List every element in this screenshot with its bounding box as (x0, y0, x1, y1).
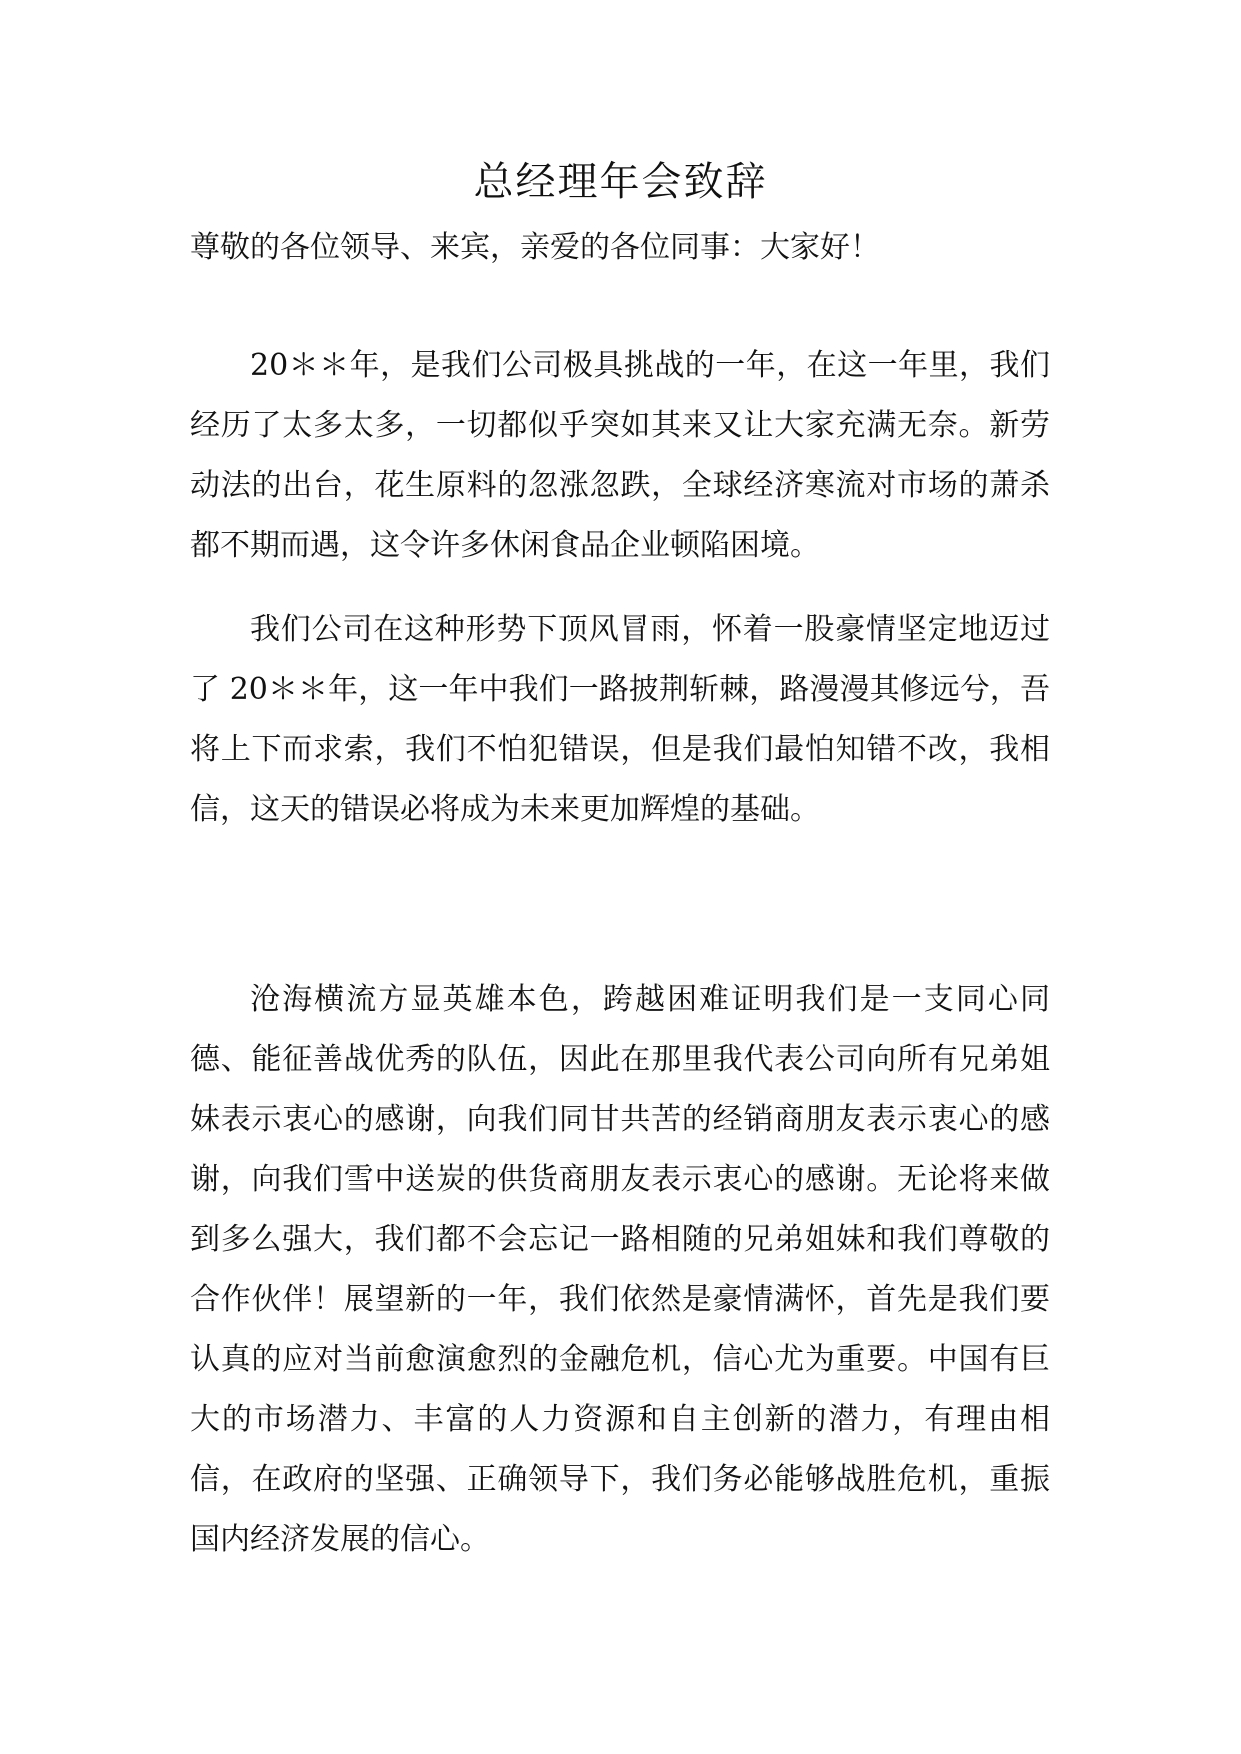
document-title: 总经理年会致辞 (473, 159, 768, 205)
paragraph-1: 20＊＊年，是我们公司极具挑战的一年，在这一年里，我们经历了太多太多，一切都似乎突如其来又让大家充满无奈。新劳动法的出台，花生原料的忽涨忽跌，全球经济寒流对市场的萧杀都不期而遇，这令许多休闲食品企业顿陷困境。 (190, 348, 1050, 563)
salutation: 尊敬的各位领导、来宾，亲爱的各位同事：大家好！ (190, 230, 880, 265)
paragraph-2: 我们公司在这种形势下顶风冒雨，怀着一股豪情坚定地迈过了 20＊＊年，这一年中我们一路披荆斩棘，路漫漫其修远兮，吾将上下而求索，我们不怕犯错误，但是我们最怕知错不改，我相信，这天的错误必将成为未来更加辉煌的基础。 (190, 612, 1050, 827)
paragraph-3: 沧海横流方显英雄本色，跨越困难证明我们是一支同心同德、能征善战优秀的队伍，因此在那里我代表公司向所有兄弟姐妹表示衷心的感谢，向我们同甘共苦的经销商朋友表示衷心的感谢，向我们雪中送炭的供货商朋友表示衷心的感谢。无论将来做到多么强大，我们都不会忘记一路相随的兄弟姐妹和我们尊敬的合作伙伴！展望新的一年，我们依然是豪情满怀，首先是我们要认真的应对当前愈演愈烈的金融危机，信心尤为重要。中国有巨大的市场潜力、丰富的人力资源和自主创新的潜力，有理由相信，在政府的坚强、正确领导下，我们务必能够战胜危机，重振国内经济发展的信心。 (190, 982, 1050, 1557)
